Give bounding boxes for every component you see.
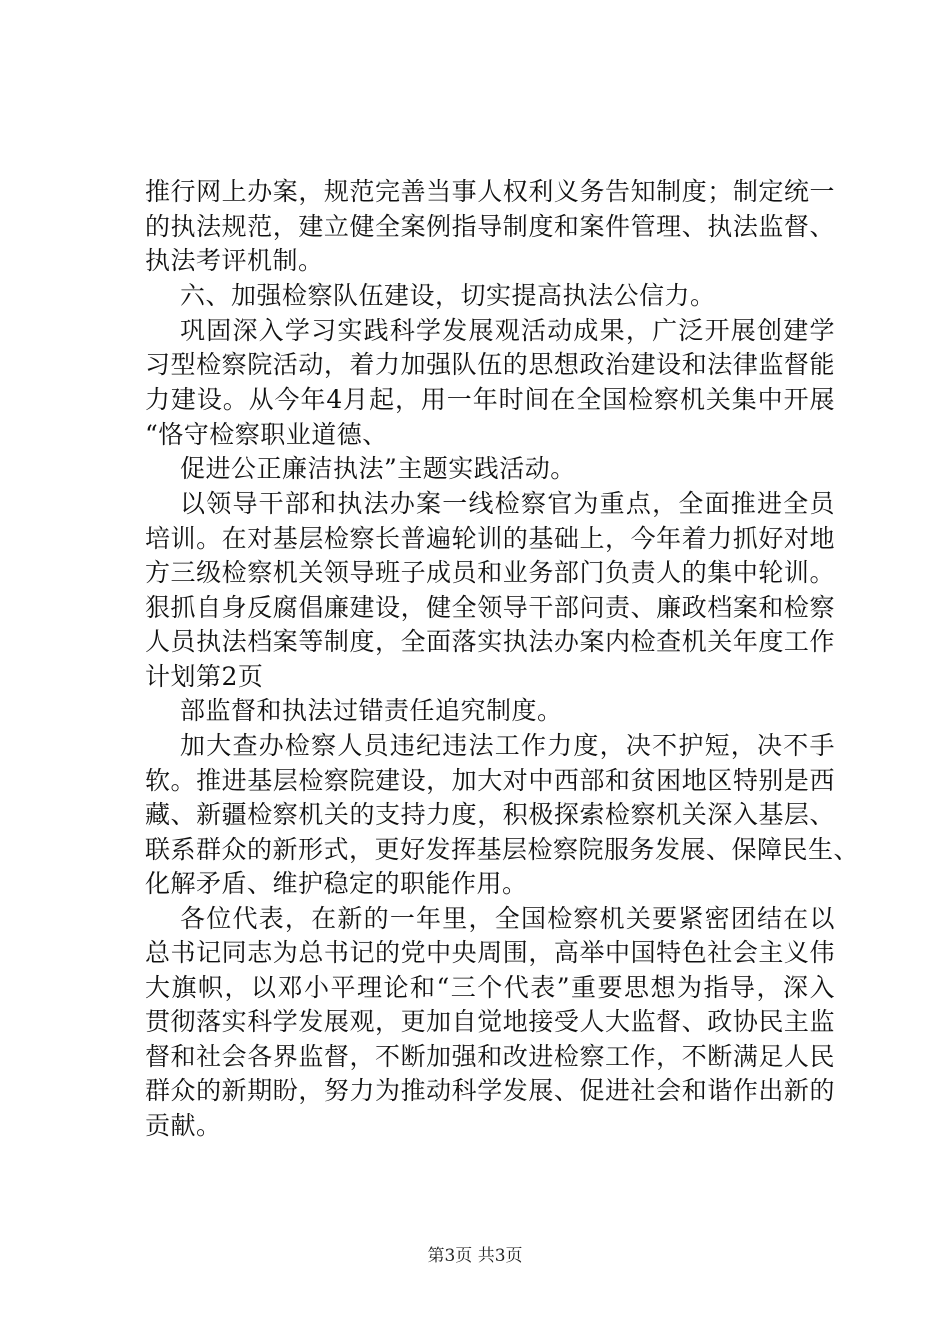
text-line: 藏、新疆检察机关的支持力度，积极探索检察机关深入基层、 bbox=[145, 800, 835, 829]
text-line: 以领导干部和执法办案一线检察官为重点，全面推进全员 bbox=[180, 489, 835, 518]
text-line: 执法考评机制。 bbox=[145, 246, 324, 275]
text-line: 力建设。从今年4月起，用一年时间在全国检察机关集中开展 bbox=[145, 385, 835, 414]
text-line: 加大查办检察人员违纪违法工作力度，决不护短，决不手 bbox=[180, 731, 835, 760]
text-line: 督和社会各界监督，不断加强和改进检察工作，不断满足人民 bbox=[145, 1042, 835, 1071]
text-line: 计划第2页 bbox=[145, 662, 264, 691]
text-line: 促进公正廉洁执法”主题实践活动。 bbox=[180, 454, 576, 483]
page-number: 第3页 共3页 bbox=[427, 1246, 523, 1266]
text-line: 群众的新期盼，努力为推动科学发展、促进社会和谐作出新的 bbox=[145, 1076, 835, 1105]
text-line: 巩固深入学习实践科学发展观活动成果，广泛开展创建学 bbox=[180, 316, 835, 345]
text-line: 的执法规范，建立健全案例指导制度和案件管理、执法监督、 bbox=[145, 212, 835, 241]
text-line: 狠抓自身反腐倡廉建设，健全领导干部问责、廉政档案和检察 bbox=[145, 593, 835, 622]
text-line: 化解矛盾、维护稳定的职能作用。 bbox=[145, 869, 528, 898]
text-line: 习型检察院活动，着力加强队伍的思想政治建设和法律监督能 bbox=[145, 350, 835, 379]
text-line: 贯彻落实科学发展观，更加自觉地接受人大监督、政协民主监 bbox=[145, 1007, 835, 1036]
text-line: 人员执法档案等制度，全面落实执法办案内检查机关年度工作 bbox=[145, 627, 835, 656]
section-heading: 六、加强检察队伍建设，切实提高执法公信力。 bbox=[180, 281, 716, 310]
text-line: 各位代表，在新的一年里，全国检察机关要紧密团结在以 bbox=[180, 904, 835, 933]
text-line: 贡献。 bbox=[145, 1111, 222, 1140]
text-line: 软。推进基层检察院建设，加大对中西部和贫困地区特别是西 bbox=[145, 766, 835, 795]
text-line: 部监督和执法过错责任追究制度。 bbox=[180, 696, 563, 725]
text-line: “恪守检察职业道德、 bbox=[145, 420, 388, 449]
text-line: 总书记同志为总书记的党中央周围，高举中国特色社会主义伟 bbox=[145, 938, 835, 967]
text-line: 推行网上办案，规范完善当事人权利义务告知制度；制定统一 bbox=[145, 177, 835, 206]
text-line: 方三级检察机关领导班子成员和业务部门负责人的集中轮训。 bbox=[145, 558, 835, 587]
text-line: 培训。在对基层检察长普遍轮训的基础上，今年着力抓好对地 bbox=[145, 524, 835, 553]
text-line: 大旗帜，以邓小平理论和“三个代表”重要思想为指导，深入 bbox=[145, 973, 835, 1002]
text-line: 联系群众的新形式，更好发挥基层检察院服务发展、保障民生、 bbox=[145, 835, 860, 864]
